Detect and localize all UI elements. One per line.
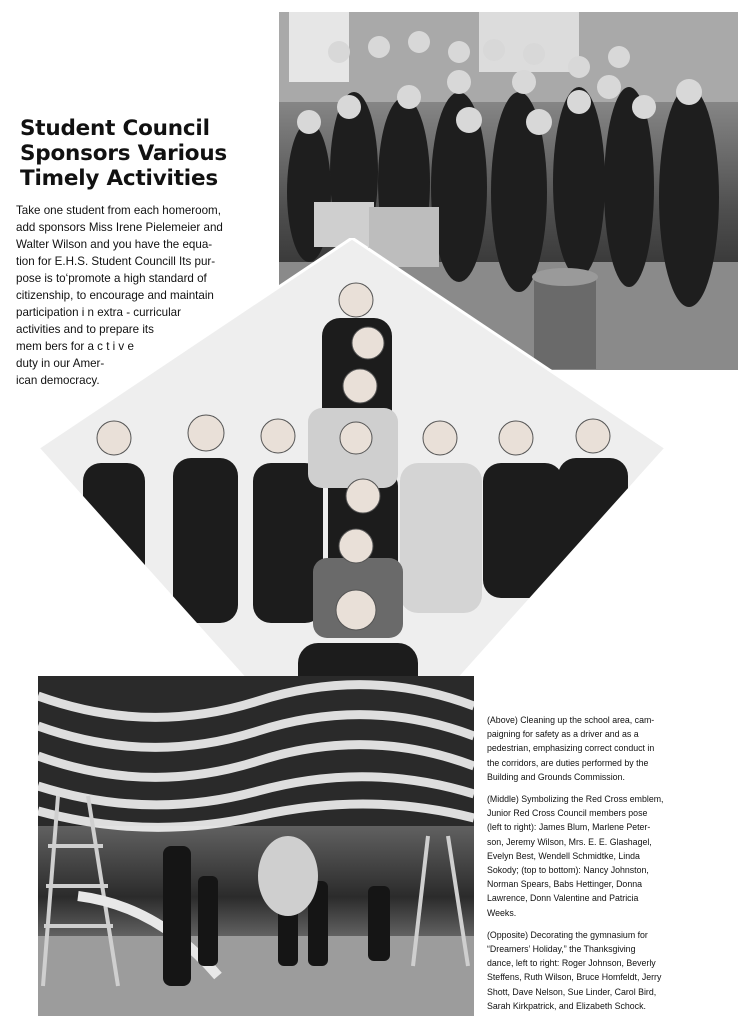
title-line: Sponsors Various: [20, 141, 228, 166]
intro-line: ican democracy.: [16, 374, 100, 387]
intro-line: citizenship, to encourage and maintain: [16, 289, 214, 302]
page-title: [20, 116, 260, 191]
intro-line: pose is to‘promote a high standard of: [16, 272, 207, 285]
gym-decoration-photo-art: [38, 676, 474, 1016]
intro-line: add sponsors Miss Irene Pielemeier and: [16, 221, 223, 234]
caption-line: pedestrian, emphasizing correct conduct in: [487, 743, 655, 754]
caption-line: the corridors, are duties performed by the: [487, 757, 649, 768]
caption-line: paigning for safety as a driver and as a: [487, 729, 639, 740]
title-line: Student Council: [20, 116, 210, 141]
intro-line: participation i n extra - curricular: [16, 306, 181, 319]
intro-line: tion for E.H.S. Student Councill Its pur-: [16, 255, 216, 268]
caption-line: Steffens, Ruth Wilson, Bruce Homfeldt, Jerry: [487, 972, 662, 983]
intro-line: Take one student from each homeroom,: [16, 204, 221, 217]
caption-line: (left to right): James Blum, Marlene Peter-: [487, 822, 651, 833]
caption-line: Junior Red Cross Council members pose: [487, 808, 648, 819]
caption-line: Weeks.: [487, 907, 517, 918]
caption-line: (Opposite) Decorating the gymnasium for: [487, 929, 648, 940]
intro-line: activities and to prepare its: [16, 323, 154, 336]
caption-line: Shott, Dave Nelson, Sue Linder, Carol Bird,: [487, 986, 657, 997]
gym-decoration-photo: [38, 676, 474, 1016]
caption-middle: [487, 792, 735, 920]
intro-line: Walter Wilson and you have the equa-: [16, 238, 213, 251]
caption-opposite: [487, 928, 735, 1013]
caption-line: (Above) Cleaning up the school area, cam-: [487, 715, 655, 725]
caption-line: Norman Spears, Babs Hettinger, Donna: [487, 879, 643, 890]
title-line: Timely Activities: [20, 166, 218, 191]
caption-line: “Dreamers’ Holiday,” the Thanksgiving: [487, 944, 636, 955]
caption-line: Evelyn Best, Wendell Schmidtke, Linda: [487, 850, 640, 861]
caption-line: dance, left to right: Roger Johnson, Beverly: [487, 958, 656, 969]
caption-line: son, Jeremy Wilson, Mrs. E. E. Glashagel,: [487, 836, 652, 847]
caption-above: [487, 713, 735, 784]
intro-line: duty in our Amer-: [16, 357, 105, 370]
caption-line: Lawrence, Donn Valentine and Patricia: [487, 893, 639, 904]
caption-line: Sokody; (top to bottom): Nancy Johnston,: [487, 865, 649, 876]
caption-line: (Middle) Symbolizing the Red Cross emblem,: [487, 794, 664, 805]
intro-line: mem bers for a c t i v e: [16, 340, 134, 353]
photo-captions: [487, 713, 735, 1021]
caption-line: Sarah Kirkpatrick, and Elizabeth Schock.: [487, 1000, 646, 1011]
caption-line: Building and Grounds Commission.: [487, 771, 625, 782]
